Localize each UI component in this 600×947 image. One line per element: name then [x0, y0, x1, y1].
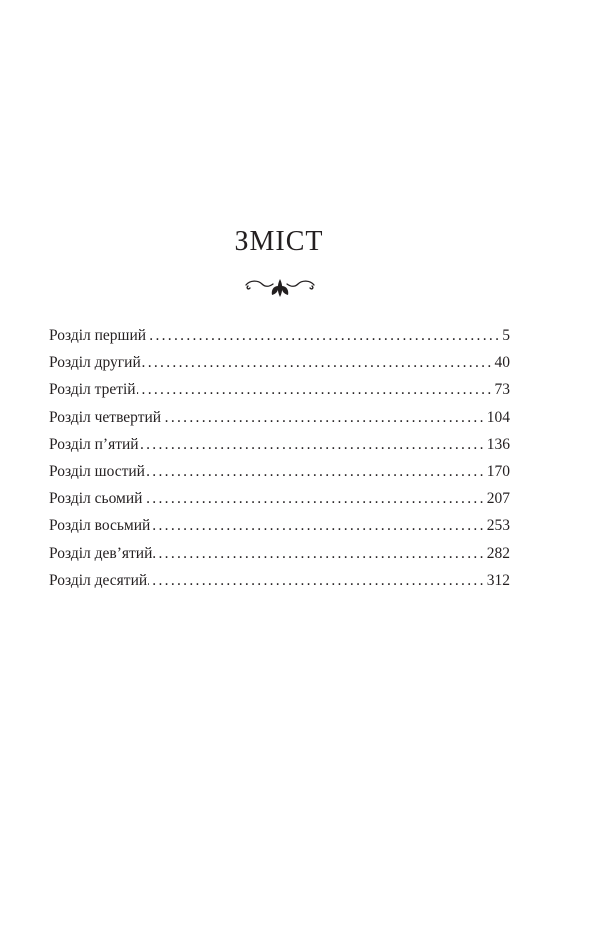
toc-entry-title: Розділ третій [49, 381, 136, 399]
floral-divider-icon [244, 276, 316, 300]
toc-entry-title: Розділ десятий [49, 571, 148, 589]
dot-leader [142, 353, 494, 373]
toc-entry-page: 170 [486, 462, 510, 480]
toc-entry-title: Розділ восьмий [49, 517, 151, 535]
toc-entry[interactable] [49, 516, 510, 543]
toc-entry[interactable] [49, 408, 510, 435]
toc-entry[interactable] [49, 435, 510, 462]
toc-entry[interactable] [49, 326, 510, 353]
toc-entry-title: Розділ другий [49, 354, 141, 372]
toc-entry-title: Розділ п’ятий [49, 435, 139, 453]
toc-entry[interactable] [49, 544, 510, 571]
toc-entry-page: 73 [494, 381, 510, 399]
toc-entry-page: 207 [486, 490, 510, 508]
dot-leader [151, 516, 485, 536]
toc-entry[interactable] [49, 489, 510, 516]
dot-leader [137, 380, 494, 400]
toc-entry-page: 312 [486, 571, 510, 589]
toc-entry[interactable] [49, 353, 510, 380]
toc-entry-page: 104 [486, 408, 510, 426]
toc-entry-page: 282 [486, 544, 510, 562]
dot-leader [143, 489, 485, 509]
toc-entry-title: Розділ дев’ятий [49, 544, 153, 562]
dot-leader [146, 462, 486, 482]
toc-entry[interactable] [49, 380, 510, 407]
table-of-contents [49, 326, 510, 598]
dot-leader [153, 544, 485, 564]
toc-entry-page: 5 [502, 327, 510, 344]
dot-leader [147, 326, 501, 346]
toc-entry-page: 253 [486, 517, 510, 535]
toc-entry-title: Розділ шостий [49, 462, 145, 480]
dot-leader [148, 571, 486, 591]
toc-entry-title: Розділ четвертий [49, 408, 162, 426]
page-title: ЗМІСТ [234, 226, 324, 257]
toc-entry-title: Розділ сьомий [49, 490, 143, 508]
dot-leader [162, 408, 486, 428]
toc-entry-page: 136 [486, 435, 510, 453]
toc-entry[interactable] [49, 462, 510, 489]
toc-entry-page: 40 [494, 354, 510, 372]
dot-leader [140, 435, 486, 455]
toc-entry-title: Розділ перший [49, 327, 147, 344]
toc-entry[interactable] [49, 571, 510, 598]
